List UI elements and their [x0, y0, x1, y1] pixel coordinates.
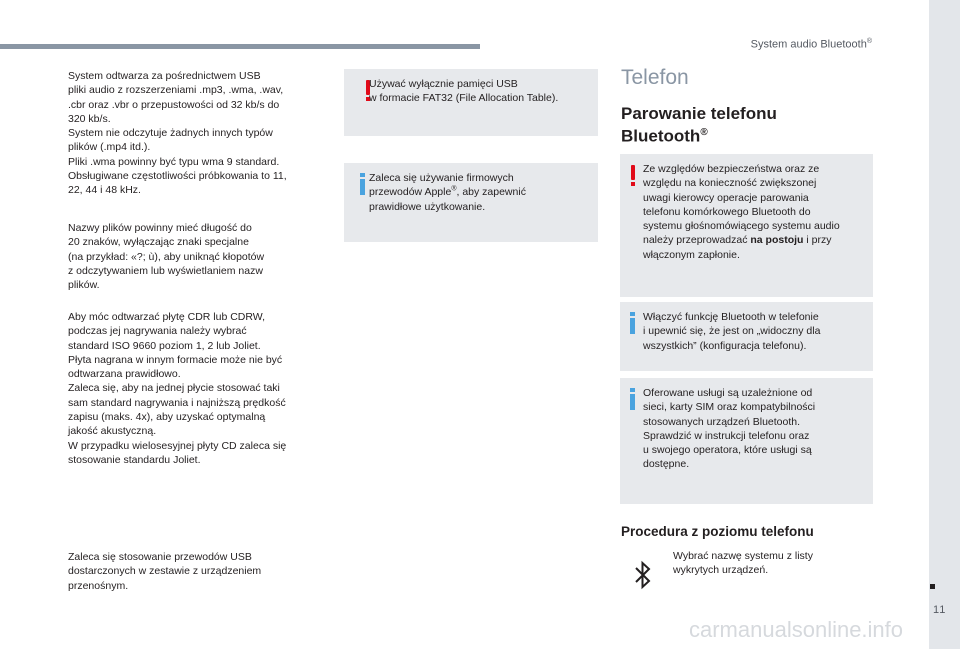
file-names-paragraph: Nazwy plików powinny mieć długość do 20 znaków, wyłączając znaki specjalne (na przykład: «?; ù), aby uniknąć kłopotów z odczytywaniem lub wyświetlaniem nazw plików. [68, 222, 265, 292]
header-rule [0, 44, 480, 49]
watermark: carmanualsonline.info [689, 617, 904, 642]
page-edge-band [929, 0, 960, 649]
info-icon [628, 312, 638, 336]
bluetooth-icon [632, 560, 654, 590]
info-icon [628, 388, 638, 412]
subsection-title: Parowanie telefonu Bluetooth® [621, 104, 777, 146]
usb-cables-paragraph: Zaleca się stosowanie przewodów USB dostarczonych w zestawie z urządzeniem przenośnym. [68, 551, 262, 592]
apple-cables-info-box [344, 163, 598, 242]
usb-warning-box [344, 69, 598, 136]
bluetooth-visibility-info-text: Włączyć funkcję Bluetooth w telefonie i upewnić się, że jest on „widoczny dla wszystkich” (konfiguracja telefonu). [643, 311, 821, 352]
info-icon [358, 173, 368, 197]
pairing-safety-warning-text: Ze względów bezpieczeństwa oraz ze względu na konieczność zwiększonej uwagi kierowcy operacje parowania telefonu komórkowego Bluetooth do systemu głośnomówiącego systemu audio należy przeprowadzać na postoju i przy włączonym zapłonie. [643, 163, 840, 261]
pairing-safety-warning-box [620, 154, 873, 297]
cd-recording-paragraph: Aby móc odtwarzać płytę CDR lub CDRW, podczas jej nagrywania należy wybrać standard ISO 9660 poziom 1, 2 lub Joliet. Płyta nagrana w innym formacie może nie być odtwarzana prawidłowo. Zaleca się, aby na jednej płycie stosować taki sam standard nagrywania i najniższą prędkość zapisu (maks. 4x), aby uzyskać optymalną jakość akustyczną. W przypadku wielosesyjnej płyty CD zaleca się stosowanie standardu Joliet. [68, 311, 287, 466]
apple-cables-info-text: Zaleca się używanie firmowych przewodów Apple®, aby zapewnić prawidłowe użytkowanie. [369, 172, 526, 213]
services-info-box [620, 378, 873, 504]
services-info-text: Oferowane usługi są uzależnione od sieci, karty SIM oraz kompatybilności stosowanych urządzeń Bluetooth. Sprawdzić w instrukcji telefonu oraz u swojego operatora, które usługi są dostępne. [643, 387, 816, 471]
procedure-step-text: Wybrać nazwę systemu z listy wykrytych urządzeń. [673, 550, 813, 577]
bluetooth-visibility-info-box [620, 302, 873, 371]
page-end-marker [930, 584, 935, 589]
usb-warning-text: Używać wyłącznie pamięci USB w formacie FAT32 (File Allocation Table). [369, 78, 559, 105]
section-title: Telefon [621, 66, 689, 89]
chapter-title: System audio Bluetooth® [750, 38, 872, 51]
procedure-title: Procedura z poziomu telefonu [621, 524, 814, 539]
usb-formats-paragraph: System odtwarza za pośrednictwem USB pliki audio z rozszerzeniami .mp3, .wma, .wav, .cbr oraz .vbr o przepustowości od 32 kb/s do 320 kb/s. System nie odczytuje żadnych innych typów plików (.mp4 itd.). Pliki .wma powinny być typu wma 9 standard. Obsługiwane częstotliwości próbkowania to 11, 22, 44 i 48 kHz. [68, 70, 287, 197]
warning-icon [628, 165, 638, 187]
page-number: 11 [933, 604, 947, 616]
